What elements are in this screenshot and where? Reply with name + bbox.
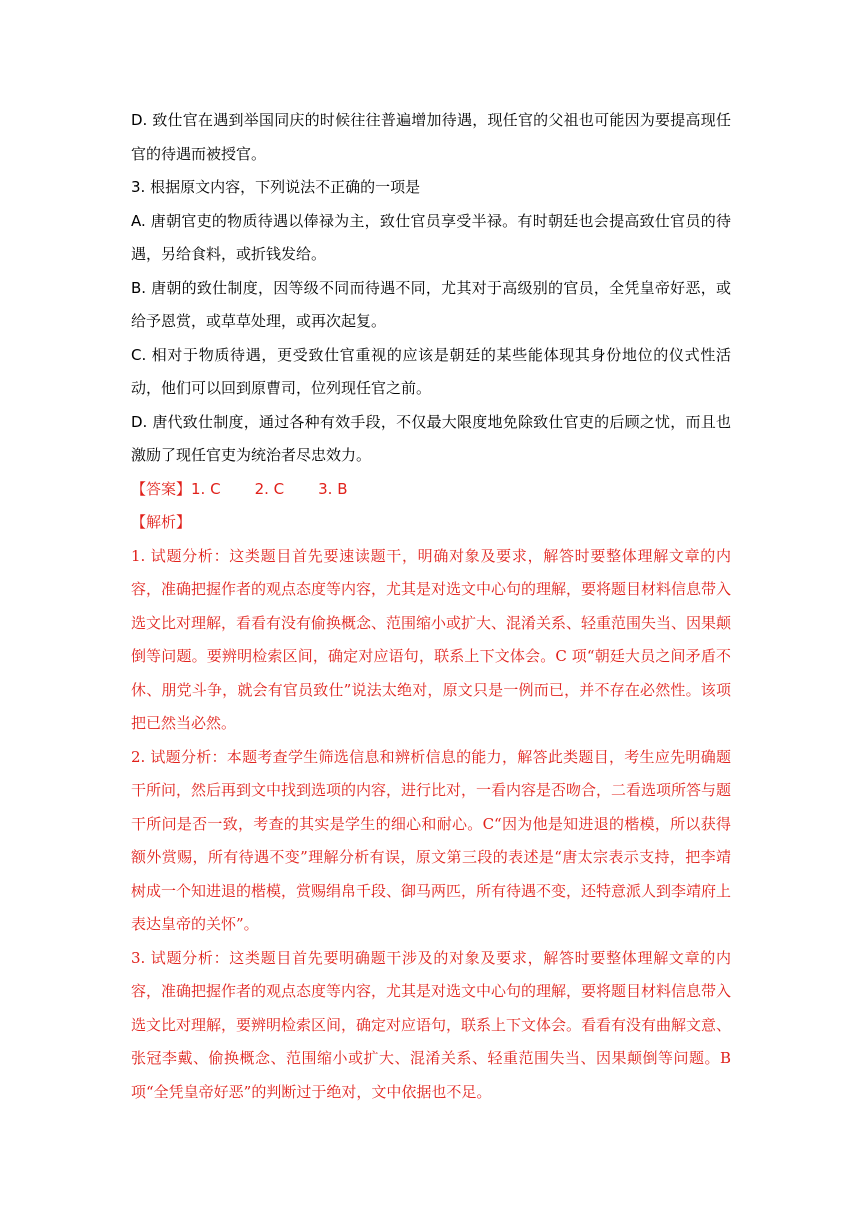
q3-option-a: A. 唐朝官吏的物质待遇以俸禄为主，致仕官员享受半禄。有时朝廷也会提高致仕官员的待遇，另给食料，或折钱发给。 (131, 211, 731, 263)
q3-option-d: D. 唐代致仕制度，通过各种有效手段，不仅最大限度地免除致仕官吏的后顾之忧，而且也激励了现任官吏为统治者尽忠效力。 (131, 412, 731, 464)
analysis-item-2: 2. 试题分析：本题考查学生筛选信息和辨析信息的能力，解答此类题目，考生应先明确题干所问，然后再到文中找到选项的内容，进行比对，一看内容是否吻合，二看选项所答与题干所问是否一致，考查的其实是学生的细心和耐心。C“因为他是知进退的楷模，所以获得额外赏赐，所有待遇不变”理解分析有误，原文第三段的表述是“唐太宗表示支持，把李靖树成一个知进退的楷模，赏赐绢帛千段、御马两匹，所有待遇不变，还特意派人到李靖府上表达皇帝的关怀”。 (131, 747, 732, 933)
q3-option-b: B. 唐朝的致仕制度，因等级不同而待遇不同，尤其对于高级别的官员，全凭皇帝好恶，或给予恩赏，或草草处理，或再次起复。 (131, 278, 731, 330)
document-content (131, 104, 731, 1109)
q3-option-c: C. 相对于物质待遇，更受致仕官重视的应该是朝廷的某些能体现其身份地位的仪式性活动，他们可以回到原曹司，位列现任官之前。 (131, 345, 731, 397)
analysis-item-3: 3. 试题分析：这类题目首先要明确题干涉及的对象及要求，解答时要整体理解文章的内容，准确把握作者的观点态度等内容，尤其是对选文中心句的理解，要将题目材料信息带入选文比对理解，要辨明检索区间，确定对应语句，联系上下文体会。看看有没有曲解文意、张冠李戴、偷换概念、范围缩小或扩大、混淆关系、轻重范围失当、因果颠倒等问题。B 项“全凭皇帝好恶”的判断过于绝对，文中依据也不足。 (131, 948, 732, 1101)
answer-item-3: 3. B (318, 479, 348, 498)
q2-option-d: D. 致仕官在遇到举国同庆的时候往往普遍增加待遇，现任官的父祖也可能因为要提高现任官的待遇而被授官。 (131, 111, 731, 163)
answer-line (131, 473, 731, 507)
analysis-label: 【解析】 (131, 513, 192, 531)
answer-item-1: 1. C (191, 479, 221, 498)
answer-label: 【答案】 (131, 479, 192, 498)
q3-stem: 3. 根据原文内容，下列说法不正确的一项是 (131, 178, 421, 196)
answer-item-2: 2. C (254, 479, 285, 498)
analysis-item-1: 1. 试题分析：这类题目首先要速读题干，明确对象及要求，解答时要整体理解文章的内容，准确把握作者的观点态度等内容，尤其是对选文中心句的理解，要将题目材料信息带入选文比对理解，看看有没有偷换概念、范围缩小或扩大、混淆关系、轻重范围失当、因果颠倒等问题。要辨明检索区间，确定对应语句，联系上下文体会。C 项“朝廷大员之间矛盾不休、朋党斗争，就会有官员致仕”说法太绝对，原文只是一例而已，并不存在必然性。该项把已然当必然。 (131, 546, 732, 732)
